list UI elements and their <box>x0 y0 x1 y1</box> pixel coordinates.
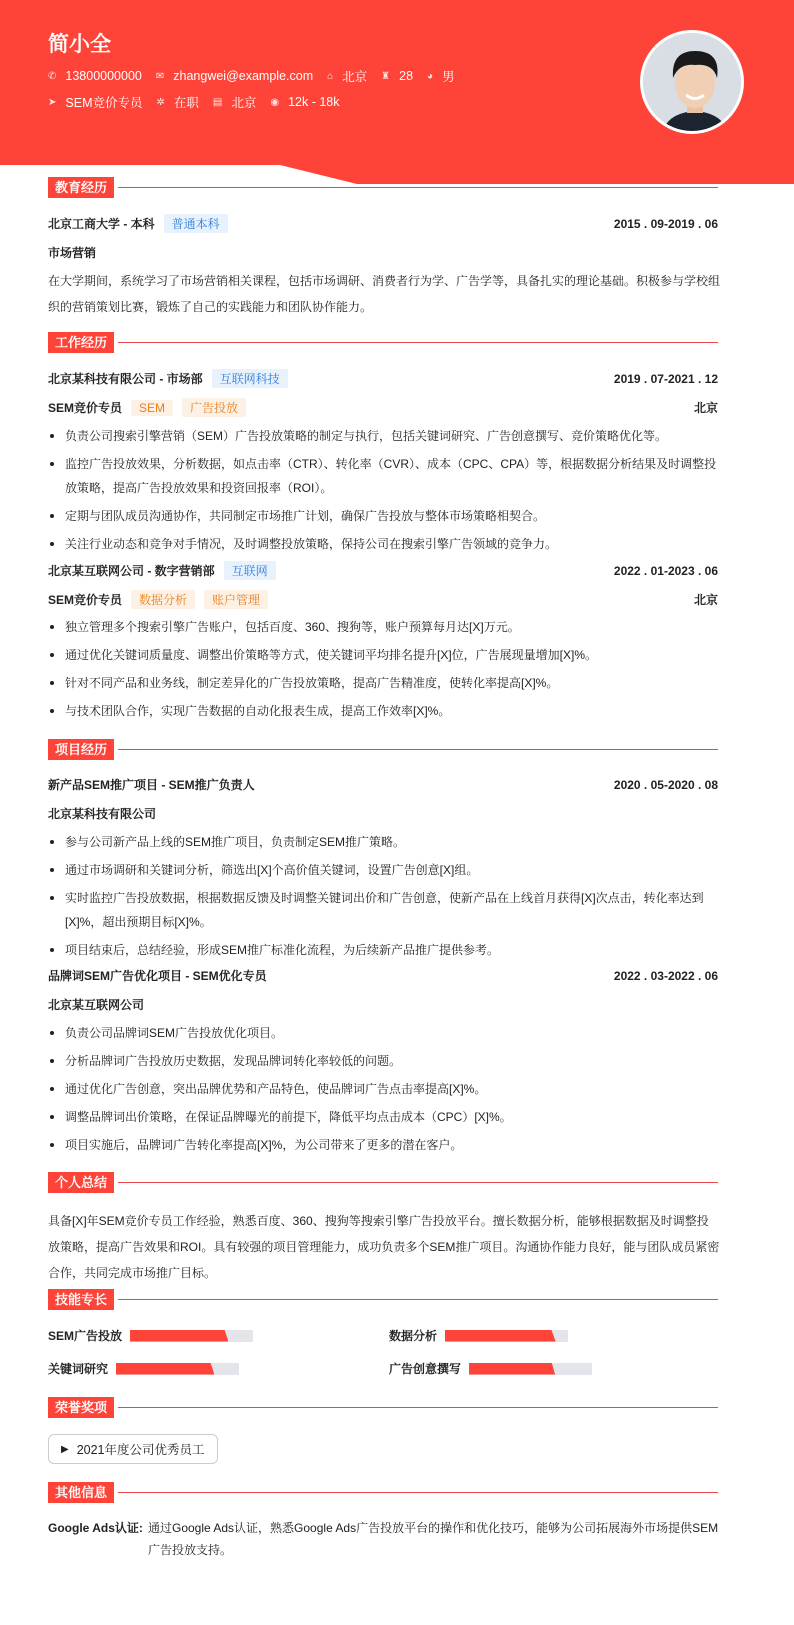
award-label: 2021年度公司优秀员工 <box>76 1443 205 1457</box>
project-header <box>48 776 718 793</box>
company: 北京某科技有限公司 - 市场部 <box>48 372 203 386</box>
skill-item <box>389 1327 568 1344</box>
list-item: 项目实施后，品牌词广告转化率提高[X]%，为公司带来了更多的潜在客户。 <box>48 1133 720 1157</box>
list-item: 通过优化广告创意，突出品牌优势和产品特色，使品牌词广告点击率提高[X]%。 <box>48 1077 720 1101</box>
work-header <box>48 561 718 580</box>
project-bullets <box>48 1021 720 1161</box>
status: 在职 <box>173 96 199 110</box>
school: 北京工商大学 - 本科 <box>48 217 155 231</box>
skill-tag: 账户管理 <box>204 590 268 609</box>
major-text: 市场营销 <box>48 246 97 260</box>
project-name: 品牌词SEM广告优化项目 - SEM优化专员 <box>48 969 267 983</box>
work-bullets <box>48 424 720 560</box>
skill-fill <box>116 1363 214 1375</box>
skill-name: 关键词研究 <box>48 1362 109 1376</box>
company: 北京某科技有限公司 <box>48 807 157 821</box>
email: zhangwei@example.com <box>173 69 314 83</box>
summary-text: 具备[X]年SEM竞价专员工作经验，熟悉百度、360、搜狗等搜索引擎广告投放平台。擅长数据分析，能够根据数据及时调整投放策略，提高广告效果和ROI。具有较强的项目管理能力，成功负责多个SEM推广项目。沟通协作能力良好，能与团队成员紧密合作，共同完成市场推广目标。 <box>48 1214 720 1280</box>
skill-name: SEM广告投放 <box>48 1329 123 1343</box>
list-item: 独立管理多个搜索引擎广告账户，包括百度、360、搜狗等，账户预算每月达[X]万元。 <box>48 615 720 639</box>
job-row <box>48 93 354 111</box>
award-item[interactable] <box>48 1434 218 1464</box>
list-item: 负责公司品牌词SEM广告投放优化项目。 <box>48 1021 720 1045</box>
skill-tag: 数据分析 <box>131 590 195 609</box>
project-name: 新产品SEM推广项目 - SEM推广负责人 <box>48 778 255 792</box>
industry-tag: 互联网 <box>224 561 276 580</box>
list-item: 与技术团队合作，实现广告数据的自动化报表生成，提高工作效率[X]%。 <box>48 699 720 723</box>
company: 北京某互联网公司 <box>48 998 145 1012</box>
major <box>48 244 718 261</box>
list-item: 定期与团队成员沟通协作，共同制定市场推广计划，确保广告投放与整体市场策略相契合。 <box>48 504 720 528</box>
contact-row <box>48 67 469 85</box>
list-item: 针对不同产品和业务线，制定差异化的广告投放策略，提高广告精准度，使转化率提高[X]%。 <box>48 671 720 695</box>
other-key: Google Ads认证: <box>48 1521 143 1535</box>
list-item: 项目结束后，总结经验，形成SEM推广标准化流程，为后续新产品推广提供参考。 <box>48 938 720 962</box>
section-title: 技能专长 <box>48 1289 114 1310</box>
gear-icon: ✲ <box>156 96 165 108</box>
section-title: 个人总结 <box>48 1172 114 1193</box>
work-city: 北京 <box>693 401 718 415</box>
city: 北京 <box>342 70 368 84</box>
date: 2022 . 01-2023 . 06 <box>613 563 718 578</box>
mail-icon: ✉ <box>155 70 165 82</box>
list-item: 通过优化关键词质量度、调整出价策略等方式，使关键词平均排名提升[X]位，广告展现量增加[X]%。 <box>48 643 720 667</box>
phone-icon: ✆ <box>48 70 57 82</box>
section-education <box>48 177 718 197</box>
section-work <box>48 332 718 352</box>
list-item: 负责公司搜索引擎营销（SEM）广告投放策略的制定与执行，包括关键词研究、广告创意撰写、竞价策略优化等。 <box>48 424 720 448</box>
project-company <box>48 805 718 822</box>
project-company <box>48 996 718 1013</box>
role: SEM竞价专员 <box>48 401 123 415</box>
building-icon: ▤ <box>212 96 223 108</box>
skill-fill <box>445 1330 556 1342</box>
avatar <box>640 30 744 134</box>
section-summary <box>48 1172 718 1192</box>
list-item: 分析品牌词广告投放历史数据，发现品牌词转化率较低的问题。 <box>48 1049 720 1073</box>
skill-fill <box>469 1363 555 1375</box>
skill-name: 数据分析 <box>389 1329 438 1343</box>
section-awards <box>48 1397 718 1417</box>
home-icon: ⌂ <box>327 70 334 82</box>
work-header <box>48 369 718 388</box>
project-bullets <box>48 830 720 966</box>
list-item: 参与公司新产品上线的SEM推广项目，负责制定SEM推广策略。 <box>48 830 720 854</box>
work-role <box>48 590 718 609</box>
work-role <box>48 398 718 417</box>
cake-icon: ♜ <box>381 70 391 82</box>
list-item: 监控广告投放效果，分析数据，如点击率（CTR）、转化率（CVR）、成本（CPC、CPA）等，根据数据分析结果及时调整投放策略，提高广告投放效果和投资回报率（ROI）。 <box>48 452 720 500</box>
section-projects <box>48 739 718 759</box>
section-title: 项目经历 <box>48 739 114 760</box>
section-title: 工作经历 <box>48 332 114 353</box>
project-header <box>48 967 718 984</box>
other-value: 通过Google Ads认证，熟悉Google Ads广告投放平台的操作和优化技巧，能够为公司拓展海外市场提供SEM广告投放支持。 <box>148 1521 719 1557</box>
skill-item <box>48 1360 239 1377</box>
date: 2022 . 03-2022 . 06 <box>613 968 718 983</box>
phone: 13800000000 <box>65 69 142 83</box>
role: SEM竞价专员 <box>48 593 123 607</box>
list-item: 通过市场调研和关键词分析，筛选出[X]个高价值关键词，设置广告创意[X]组。 <box>48 858 720 882</box>
list-item: 实时监控广告投放数据，根据数据反馈及时调整关键词出价和广告创意，使新产品在上线首月获得[X]次点击，转化率达到[X]%，超出预期目标[X]%。 <box>48 886 720 934</box>
gender-icon: ◕ <box>427 70 434 82</box>
work-bullets <box>48 615 720 727</box>
skill-bar <box>469 1363 592 1375</box>
section-title: 教育经历 <box>48 177 114 198</box>
date: 2015 . 09-2019 . 06 <box>613 216 718 231</box>
salary-icon: ◉ <box>270 96 280 108</box>
section-other <box>48 1482 718 1502</box>
skill-item <box>48 1327 253 1344</box>
candidate-name: 简小全 <box>48 33 111 56</box>
caret-right-icon: ▶ <box>61 1443 69 1455</box>
degree-tag: 普通本科 <box>164 214 228 233</box>
date: 2020 . 05-2020 . 08 <box>613 777 718 792</box>
other-info <box>48 1517 720 1561</box>
skill-bar <box>445 1330 568 1342</box>
skill-bar <box>130 1330 253 1342</box>
skill-name: 广告创意撰写 <box>389 1362 462 1376</box>
job: SEM竞价专员 <box>65 96 143 110</box>
list-item: 关注行业动态和竞争对手情况，及时调整投放策略，保持公司在搜索引擎广告领域的竞争力。 <box>48 532 720 556</box>
list-item: 调整品牌词出价策略，在保证品牌曝光的前提下，降低平均点击成本（CPC）[X]%。 <box>48 1105 720 1129</box>
education-header <box>48 214 718 233</box>
skill-item <box>389 1360 592 1377</box>
send-icon: ➤ <box>48 96 57 108</box>
section-skills <box>48 1289 718 1309</box>
salary: 12k - 18k <box>288 95 340 109</box>
target-city: 北京 <box>231 96 257 110</box>
section-title: 荣誉奖项 <box>48 1397 114 1418</box>
skill-tag: 广告投放 <box>182 398 246 417</box>
skill-bar <box>116 1363 239 1375</box>
section-title: 其他信息 <box>48 1482 114 1503</box>
date: 2019 . 07-2021 . 12 <box>613 371 718 386</box>
work-city: 北京 <box>693 593 718 607</box>
education-desc: 在大学期间，系统学习了市场营销相关课程，包括市场调研、消费者行为学、广告学等，具备扎实的理论基础。积极参与学校组织的营销策划比赛，锻炼了自己的实践能力和团队协作能力。 <box>48 274 721 314</box>
skill-tag: SEM <box>131 400 173 416</box>
industry-tag: 互联网科技 <box>212 369 288 388</box>
company: 北京某互联网公司 - 数字营销部 <box>48 564 215 578</box>
age: 28 <box>399 69 414 83</box>
gender: 男 <box>442 70 455 84</box>
skill-fill <box>130 1330 228 1342</box>
